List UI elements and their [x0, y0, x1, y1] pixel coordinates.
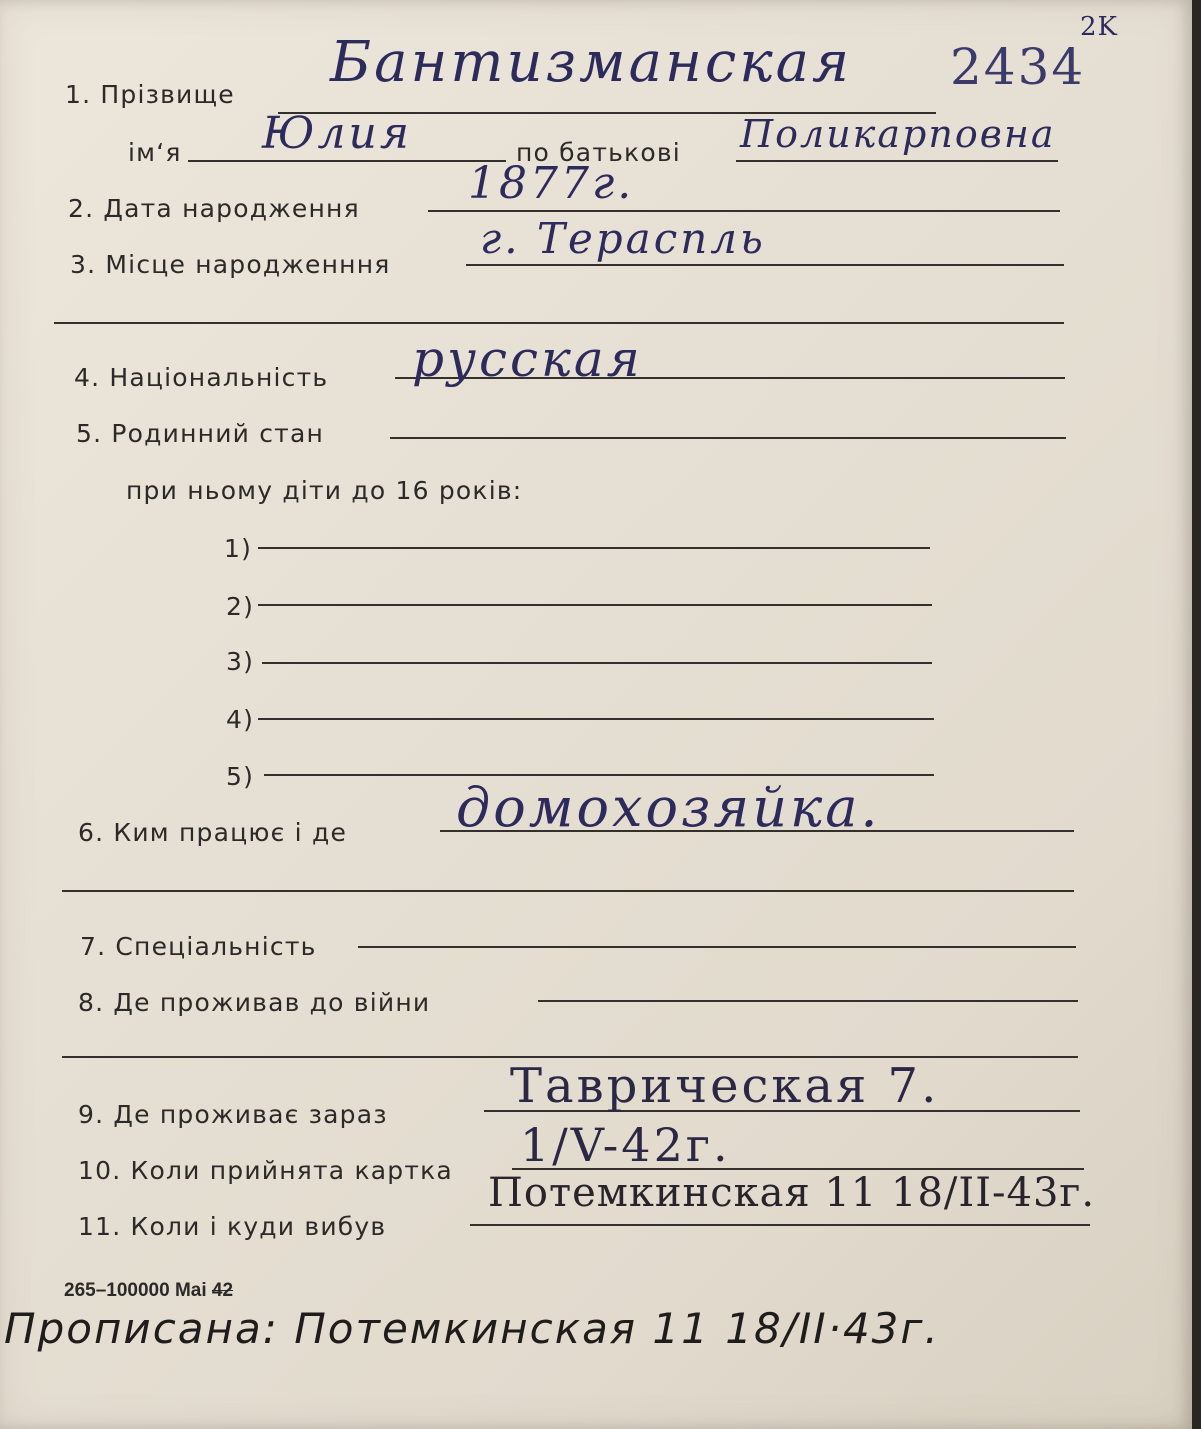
child-4-label: 4) — [226, 705, 255, 734]
patronymic-line — [736, 160, 1058, 162]
specialty-label: 7. Спеціальність — [80, 932, 317, 961]
card-accepted-value: 1/V-42г. — [520, 1118, 731, 1172]
occupation-value: домохозяйка. — [456, 776, 881, 839]
occupation-label: 6. Ким працює і де — [78, 818, 348, 847]
specialty-line — [358, 946, 1076, 948]
nationality-label: 4. Національність — [74, 363, 329, 392]
first-name-value: Юлия — [262, 108, 412, 159]
surname-label: 1. Прізвище — [65, 80, 235, 109]
print-info — [64, 1280, 233, 1302]
child-2-line — [258, 604, 932, 606]
print-info-text: 265–100000 Mai — [64, 1280, 207, 1301]
current-residence-label: 9. Де проживає зараз — [78, 1100, 388, 1129]
child-1-label: 1) — [224, 534, 253, 563]
birth-place-label: 3. Місце народженння — [70, 250, 391, 279]
marital-status-label: 5. Родинний стан — [76, 419, 325, 448]
first-name-line — [188, 160, 506, 162]
children-heading: при ньому діти до 16 років: — [126, 476, 523, 505]
departure-line — [470, 1224, 1090, 1226]
departure-label: 11. Коли і куди вибув — [78, 1212, 387, 1241]
current-residence-value: Таврическая 7. — [510, 1058, 940, 1114]
occupation-line-2 — [62, 890, 1074, 892]
card-accepted-label: 10. Коли прийнята картка — [78, 1156, 453, 1185]
patronymic-label: по батькові — [516, 138, 681, 167]
child-3-line — [262, 662, 932, 664]
child-2-label: 2) — [226, 592, 255, 621]
prewar-residence-label: 8. Де проживав до війни — [78, 988, 431, 1017]
birth-date-label: 2. Дата народження — [68, 194, 360, 223]
marital-status-line — [390, 437, 1066, 439]
child-4-line — [258, 718, 934, 720]
nationality-value: русская — [412, 330, 643, 388]
child-3-label: 3) — [226, 647, 255, 676]
file-number-top: 2K — [1080, 12, 1118, 42]
blank-line — [54, 322, 1064, 324]
birth-date-line — [428, 210, 1060, 212]
birth-place-line — [466, 264, 1064, 266]
child-1-line — [258, 547, 930, 549]
first-name-label: ім‘я — [128, 138, 182, 167]
file-number: 2434 — [950, 38, 1086, 96]
birth-place-value: г. Тераспль — [480, 214, 766, 263]
patronymic-value: Поликарповна — [740, 112, 1056, 156]
surname-value: Бантизманская — [330, 30, 853, 95]
child-5-label: 5) — [226, 762, 255, 791]
registration-note: Прописана: Потемкинская 11 18/II·43г. — [4, 1304, 940, 1353]
prewar-residence-line — [538, 1000, 1078, 1002]
print-info-struck: 42 — [211, 1280, 234, 1301]
departure-value: Потемкинская 11 18/II-43г. — [488, 1170, 1096, 1216]
birth-date-value: 1877г. — [468, 158, 635, 209]
